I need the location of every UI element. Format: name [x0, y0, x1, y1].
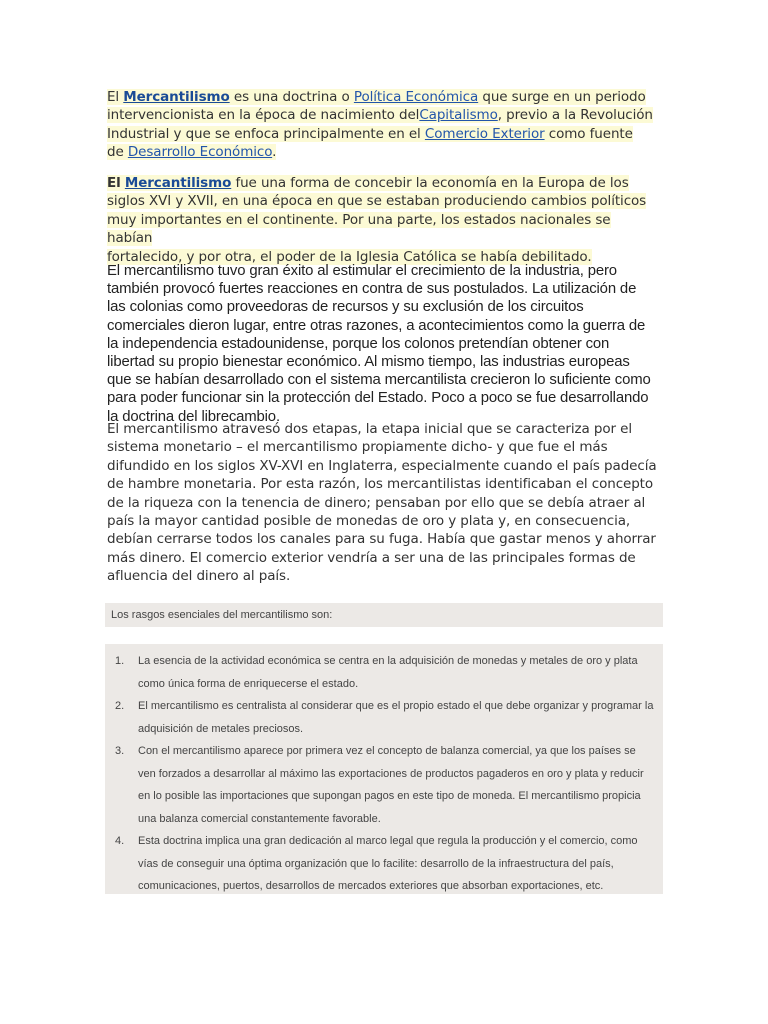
europe-line-1: El Mercantilismo fue una forma de concebir la economía en la Europa de los — [107, 175, 629, 191]
stages-paragraph: El mercantilismo atravesó dos etapas, la etapa inicial que se caracteriza por el sistema monetario – el mercantilismo propiamente dicho- y que fue el más difundido en los siglos XV-XVI en Inglaterra, especialmente cuando el país padecía de hambre monetaria. Por esta razón, los mercantilistas identificaban el concepto de la riqueza con la tenencia de dinero; pensaban por ello que se debía atraer al país la mayor cantidad posible de monedas de oro y plata y, en consecuencia, debían cerrarse todos los canales para su fuga. Había que gastar menos y ahorrar más dinero. El comercio exterior vendría a ser una de las principales formas de afluencia del dinero al país. — [107, 421, 657, 585]
europe-line-3: muy importantes en el continente. Por una parte, los estados nacionales se habían — [107, 211, 611, 247]
politica-economica-link[interactable]: Política Económica — [353, 89, 479, 105]
list-item: 4. Esta doctrina implica una gran dedicación al marco legal que regula la producción y el comercio, como vías de conseguir una óptima organización que lo facilite: desarrollo de la infraestructura del país, comunicaciones, puertos, desarrollos de mercados exteriores que absorban exportaciones, etc. — [115, 835, 638, 892]
rasgos-list — [105, 650, 663, 898]
mercantilismo-link-2[interactable]: Mercantilismo — [124, 175, 232, 191]
list-item: 1. La esencia de la actividad económica se centra en la adquisición de monedas y metales de oro y plata como única forma de enriquecerse el estado. — [115, 655, 638, 690]
europe-line-2: siglos XVI y XVII, en una época en que se estaban produciendo cambios políticos — [107, 193, 647, 210]
comercio-exterior-link[interactable]: Comercio Exterior — [424, 125, 545, 142]
europe-line-4: fortalecido, y por otra, el poder de la Iglesia Católica se había debilitado. — [107, 248, 592, 265]
capitalismo-link[interactable]: Capitalismo — [419, 107, 498, 124]
rasgos-list-box — [105, 644, 663, 894]
list-item: 3. Con el mercantilismo aparece por primera vez el concepto de balanza comercial, ya que los países se ven forzados a desarrollar al máximo las exportaciones de productos pagaderos en oro y plata y reducir en lo posible las importaciones que supongan pagos en este tipo de moneda. El mercantilismo propicia una balanza comercial constantemente favorable. — [115, 745, 644, 825]
list-item: 2. El mercantilismo es centralista al considerar que es el propio estado el que debe organizar y programar la adquisición de metales preciosos. — [115, 700, 654, 735]
success-paragraph: El mercantilismo tuvo gran éxito al estimular el crecimiento de la industria, pero también provocó fuertes reacciones en contra de sus postulados. La utilización de las colonias como proveedoras de recursos y su exclusión de los circuitos comerciales dieron lugar, entre otras razones, a acontecimientos como la guerra de la independencia estadounidense, porque los colonos pretendían obtener con libertad su propio bienestar económico. Al mismo tiempo, las industrias europeas que se habían desarrollado con el sistema mercantilista crecieron lo suficiente como para poder funcionar sin la protección del Estado. Poco a poco se fue desarrollando la doctrina del librecambio. — [107, 263, 651, 425]
intro-line-3: Industrial y que se enfoca principalmente en el Comercio Exterior como fuente — [107, 125, 633, 142]
intro-line-4: de Desarrollo Económico. — [107, 144, 277, 161]
intro-line-1: El Mercantilismo es una doctrina o Política Económica que surge en un periodo — [107, 89, 646, 105]
intro-paragraph — [107, 88, 657, 162]
desarrollo-economico-link[interactable]: Desarrollo Económico — [127, 144, 273, 161]
rasgos-title: Los rasgos esenciales del mercantilismo son: — [111, 609, 333, 621]
europe-paragraph — [107, 174, 657, 266]
mercantilismo-link[interactable]: Mercantilismo — [123, 89, 230, 105]
rasgos-title-box — [105, 603, 663, 627]
intro-line-2: intervencionista en la época de nacimiento delCapitalismo, previo a la Revolución — [107, 107, 653, 124]
